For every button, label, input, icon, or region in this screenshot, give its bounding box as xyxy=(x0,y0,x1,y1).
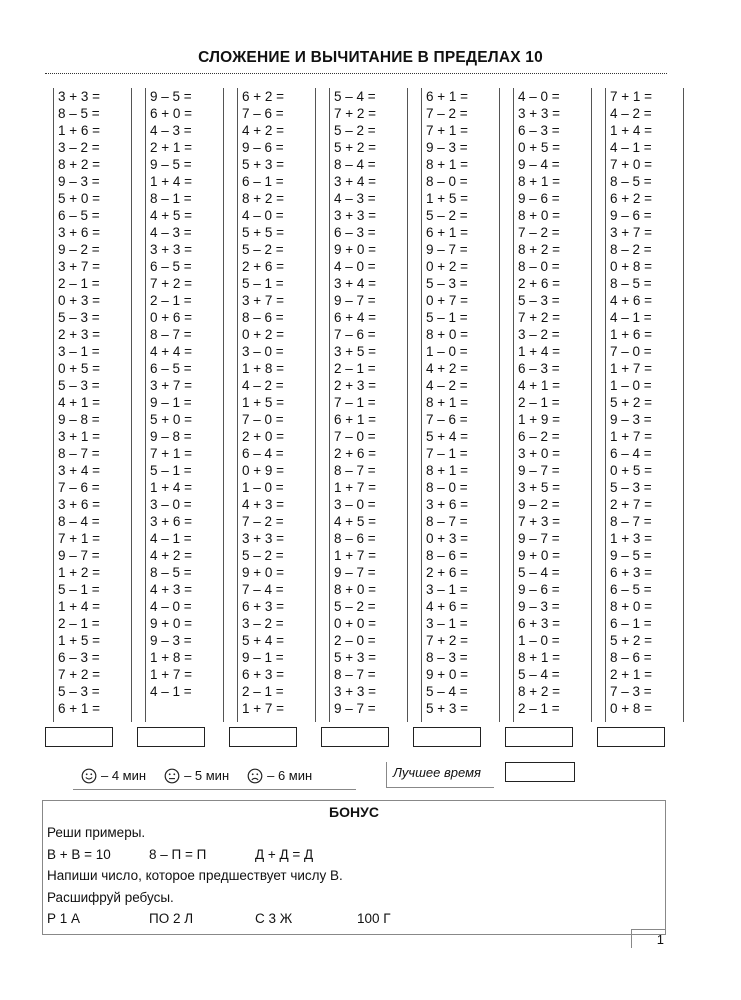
exercise-item: 9 – 5 = xyxy=(610,548,652,563)
exercise-item: 2 – 1 = xyxy=(242,684,284,699)
exercise-item: 8 – 7 = xyxy=(334,667,376,682)
answer-box-7[interactable] xyxy=(597,727,665,747)
exercise-item: 9 – 7 = xyxy=(334,293,376,308)
exercise-item: 7 + 3 = xyxy=(518,514,561,529)
exercise-item: 5 + 2 = xyxy=(334,140,377,155)
exercise-item: 4 – 1 = xyxy=(610,140,652,155)
exercise-item: 4 + 3 = xyxy=(242,497,285,512)
best-time-box[interactable] xyxy=(505,762,575,782)
exercise-item: 5 + 2 = xyxy=(610,633,653,648)
exercise-column-2 xyxy=(145,88,224,722)
bonus-instruction-2: Напиши число, которое предшествует числу В. xyxy=(47,868,343,883)
exercise-item: 3 – 0 = xyxy=(150,497,192,512)
exercise-item: 9 – 1 = xyxy=(150,395,192,410)
exercise-item: 9 – 1 = xyxy=(242,650,284,665)
exercise-item: 3 + 6 = xyxy=(58,497,101,512)
exercise-item: 2 + 6 = xyxy=(426,565,469,580)
exercise-item: 3 – 1 = xyxy=(426,616,468,631)
exercise-item: 8 – 1 = xyxy=(150,191,192,206)
exercise-item: 6 – 4 = xyxy=(242,446,284,461)
exercise-item: 7 – 3 = xyxy=(610,684,652,699)
exercise-item: 0 + 0 = xyxy=(334,616,377,631)
exercise-item: 9 – 6 = xyxy=(242,140,284,155)
exercise-item: 5 – 2 = xyxy=(242,242,284,257)
exercise-item: 2 – 0 = xyxy=(334,633,376,648)
exercise-column-5 xyxy=(421,88,500,722)
exercise-item: 4 + 5 = xyxy=(150,208,193,223)
exercise-item: 9 – 4 = xyxy=(518,157,560,172)
exercise-item: 0 + 5 = xyxy=(610,463,653,478)
exercise-item: 8 – 3 = xyxy=(426,650,468,665)
page-number: 1 xyxy=(631,929,666,948)
answer-box-5[interactable] xyxy=(413,727,481,747)
exercise-item: 7 + 2 = xyxy=(426,633,469,648)
exercise-item: 1 + 4 = xyxy=(150,174,193,189)
exercise-item: 1 + 7 = xyxy=(610,361,653,376)
exercise-item: 4 – 2 = xyxy=(242,378,284,393)
exercise-column-4 xyxy=(329,88,408,722)
exercise-item: 2 – 1 = xyxy=(518,701,560,716)
exercise-item: 1 + 4 = xyxy=(58,599,101,614)
exercise-item: 7 – 2 = xyxy=(518,225,560,240)
timing-slow-label: – 6 мин xyxy=(267,768,313,783)
exercise-item: 7 – 0 = xyxy=(242,412,284,427)
exercise-item: 5 – 2 = xyxy=(334,123,376,138)
exercise-item: 5 + 3 = xyxy=(334,650,377,665)
exercise-item: 5 – 3 = xyxy=(58,684,100,699)
exercise-item: 8 – 7 = xyxy=(426,514,468,529)
best-time-label: Лучшее время xyxy=(386,762,494,788)
answer-box-3[interactable] xyxy=(229,727,297,747)
bonus-instruction-3: Расшифруй ребусы. xyxy=(47,890,174,905)
exercise-item: 5 – 3 = xyxy=(426,276,468,291)
exercise-item: 9 + 0 = xyxy=(518,548,561,563)
exercise-item: 1 – 0 = xyxy=(518,633,560,648)
exercise-item: 9 – 7 = xyxy=(334,565,376,580)
exercise-item: 5 – 1 = xyxy=(426,310,468,325)
exercise-item: 6 – 1 = xyxy=(610,616,652,631)
exercise-item: 3 + 0 = xyxy=(518,446,561,461)
exercise-item: 6 + 1 = xyxy=(426,225,469,240)
exercise-item: 0 + 8 = xyxy=(610,259,653,274)
exercise-item: 8 – 6 = xyxy=(242,310,284,325)
exercise-item: 9 – 8 = xyxy=(150,429,192,444)
exercise-item: 0 + 7 = xyxy=(426,293,469,308)
exercise-item: 8 + 2 = xyxy=(58,157,101,172)
exercise-item: 5 – 2 = xyxy=(242,548,284,563)
exercise-item: 7 – 6 = xyxy=(242,106,284,121)
exercise-column-3 xyxy=(237,88,316,722)
exercise-item: 8 + 2 = xyxy=(242,191,285,206)
exercise-item: 6 – 3 = xyxy=(518,123,560,138)
exercise-item: 8 + 1 = xyxy=(518,650,561,665)
exercise-item: 6 – 2 = xyxy=(518,429,560,444)
exercise-item: 1 + 4 = xyxy=(610,123,653,138)
exercise-item: 2 + 6 = xyxy=(242,259,285,274)
exercise-item: 1 + 8 = xyxy=(150,650,193,665)
exercise-item: 9 – 7 = xyxy=(518,463,560,478)
exercise-item: 1 + 3 = xyxy=(610,531,653,546)
exercise-item: 2 – 1 = xyxy=(58,276,100,291)
exercise-item: 9 – 8 = xyxy=(58,412,100,427)
exercise-item: 6 + 3 = xyxy=(610,565,653,580)
exercise-item: 7 – 2 = xyxy=(426,106,468,121)
exercise-item: 0 + 5 = xyxy=(518,140,561,155)
exercise-item: 4 – 0 = xyxy=(518,89,560,104)
exercise-item: 8 – 4 = xyxy=(58,514,100,529)
exercise-item: 3 + 4 = xyxy=(58,463,101,478)
answer-box-4[interactable] xyxy=(321,727,389,747)
exercise-item: 7 + 1 = xyxy=(150,446,193,461)
exercise-item: 1 – 0 = xyxy=(242,480,284,495)
exercise-item: 0 + 3 = xyxy=(426,531,469,546)
timing-medium-label: – 5 мин xyxy=(184,768,230,783)
exercise-item: 0 + 8 = xyxy=(610,701,653,716)
exercise-item: 8 + 0 = xyxy=(426,327,469,342)
timing-fast-label: – 4 мин xyxy=(101,768,147,783)
exercise-item: 6 + 2 = xyxy=(242,89,285,104)
exercise-item: 0 + 2 = xyxy=(242,327,285,342)
exercise-item: 8 + 0 = xyxy=(610,599,653,614)
exercise-item: 8 – 5 = xyxy=(150,565,192,580)
exercise-item: 3 + 3 = xyxy=(150,242,193,257)
exercise-item: 3 – 2 = xyxy=(58,140,100,155)
exercise-item: 2 + 0 = xyxy=(242,429,285,444)
exercise-item: 9 – 2 = xyxy=(58,242,100,257)
exercise-item: 6 + 1 = xyxy=(334,412,377,427)
exercise-item: 9 – 7 = xyxy=(518,531,560,546)
exercise-item: 5 + 3 = xyxy=(426,701,469,716)
exercise-item: 6 + 3 = xyxy=(518,616,561,631)
exercise-item: 5 + 4 = xyxy=(242,633,285,648)
exercise-item: 8 – 7 = xyxy=(150,327,192,342)
exercise-item: 2 + 6 = xyxy=(518,276,561,291)
exercise-item: 6 – 4 = xyxy=(610,446,652,461)
exercise-item: 1 + 9 = xyxy=(518,412,561,427)
exercise-item: 1 + 8 = xyxy=(242,361,285,376)
exercise-item: 6 – 5 = xyxy=(610,582,652,597)
exercise-item: 7 – 1 = xyxy=(426,446,468,461)
exercise-item: 1 + 7 = xyxy=(242,701,285,716)
exercise-item: 5 – 1 = xyxy=(150,463,192,478)
bonus-section xyxy=(42,800,666,935)
exercise-item: 3 + 3 = xyxy=(334,208,377,223)
exercise-item: 5 – 3 = xyxy=(610,480,652,495)
exercise-item: 9 – 3 = xyxy=(426,140,468,155)
exercise-item: 9 – 3 = xyxy=(58,174,100,189)
exercise-item: 8 – 5 = xyxy=(610,174,652,189)
exercise-item: 1 + 5 = xyxy=(242,395,285,410)
exercise-item: 9 – 7 = xyxy=(426,242,468,257)
exercise-item: 5 – 1 = xyxy=(242,276,284,291)
exercise-item: 8 – 0 = xyxy=(426,480,468,495)
exercise-item: 9 – 5 = xyxy=(150,89,192,104)
exercise-item: 5 + 3 = xyxy=(242,157,285,172)
exercise-item: 6 + 3 = xyxy=(242,667,285,682)
exercise-column-1 xyxy=(53,88,132,722)
exercise-item: 2 – 1 = xyxy=(518,395,560,410)
smile-face-icon xyxy=(81,768,97,784)
exercise-item: 3 – 0 = xyxy=(242,344,284,359)
title-divider xyxy=(45,73,667,74)
exercise-item: 1 – 0 = xyxy=(610,378,652,393)
exercise-item: 7 + 2 = xyxy=(150,276,193,291)
timing-legend xyxy=(73,763,356,790)
exercise-item: 7 + 2 = xyxy=(334,106,377,121)
exercise-item: 6 – 3 = xyxy=(58,650,100,665)
exercise-item: 7 – 1 = xyxy=(334,395,376,410)
exercise-item: 3 – 2 = xyxy=(242,616,284,631)
exercise-item: 8 – 6 = xyxy=(610,650,652,665)
exercise-item: 8 + 2 = xyxy=(518,684,561,699)
exercise-item: 8 – 7 = xyxy=(58,446,100,461)
exercise-item: 2 – 1 = xyxy=(150,293,192,308)
exercise-item: 4 + 3 = xyxy=(150,582,193,597)
exercise-item: 7 + 0 = xyxy=(610,157,653,172)
bonus-instruction-1: Реши примеры. xyxy=(47,825,146,840)
exercise-item: 5 – 2 = xyxy=(426,208,468,223)
exercise-item: 1 + 5 = xyxy=(426,191,469,206)
exercise-item: 3 + 3 = xyxy=(518,106,561,121)
exercise-item: 6 – 3 = xyxy=(518,361,560,376)
exercise-item: 5 + 0 = xyxy=(58,191,101,206)
exercise-item: 6 + 1 = xyxy=(426,89,469,104)
exercise-item: 0 + 9 = xyxy=(242,463,285,478)
exercise-item: 8 + 1 = xyxy=(426,463,469,478)
exercise-item: 2 + 3 = xyxy=(58,327,101,342)
exercise-item: 4 + 2 = xyxy=(426,361,469,376)
exercise-item: 1 + 6 = xyxy=(58,123,101,138)
exercise-item: 8 + 1 = xyxy=(518,174,561,189)
exercise-item: 7 – 6 = xyxy=(58,480,100,495)
exercise-item: 7 – 0 = xyxy=(334,429,376,444)
exercise-item: 3 + 3 = xyxy=(242,531,285,546)
exercise-item: 5 + 5 = xyxy=(242,225,285,240)
exercise-item: 4 + 4 = xyxy=(150,344,193,359)
exercise-item: 3 + 6 = xyxy=(150,514,193,529)
exercise-item: 3 + 7 = xyxy=(58,259,101,274)
exercise-item: 5 + 2 = xyxy=(610,395,653,410)
exercise-item: 1 + 4 = xyxy=(150,480,193,495)
exercise-item: 0 + 3 = xyxy=(58,293,101,308)
exercise-item: 0 + 2 = xyxy=(426,259,469,274)
exercise-item: 8 + 1 = xyxy=(426,395,469,410)
exercise-item: 3 + 1 = xyxy=(58,429,101,444)
exercise-item: 6 + 4 = xyxy=(334,310,377,325)
exercise-item: 4 – 1 = xyxy=(150,684,192,699)
answer-box-6[interactable] xyxy=(505,727,573,747)
exercise-item: 1 + 7 = xyxy=(150,667,193,682)
exercise-item: 2 + 1 = xyxy=(610,667,653,682)
exercise-item: 5 + 0 = xyxy=(150,412,193,427)
exercise-item: 7 + 2 = xyxy=(58,667,101,682)
exercise-item: 7 – 0 = xyxy=(610,344,652,359)
timing-medium xyxy=(156,765,229,787)
exercise-item: 4 + 2 = xyxy=(242,123,285,138)
sad-face-icon xyxy=(247,768,263,784)
exercise-item: 4 – 3 = xyxy=(150,225,192,240)
exercise-item: 6 + 1 = xyxy=(58,701,101,716)
exercise-item: 5 – 1 = xyxy=(58,582,100,597)
exercise-item: 4 + 2 = xyxy=(150,548,193,563)
exercise-item: 1 + 7 = xyxy=(334,548,377,563)
exercise-item: 4 – 3 = xyxy=(150,123,192,138)
exercise-item: 9 – 7 = xyxy=(58,548,100,563)
exercise-column-6 xyxy=(513,88,592,722)
exercise-item: 1 + 4 = xyxy=(518,344,561,359)
exercise-item: 9 – 3 = xyxy=(150,633,192,648)
exercise-item: 2 – 1 = xyxy=(58,616,100,631)
exercise-item: 6 – 5 = xyxy=(150,361,192,376)
exercise-item: 1 + 5 = xyxy=(58,633,101,648)
exercise-item: 5 – 4 = xyxy=(334,89,376,104)
exercise-item: 6 + 0 = xyxy=(150,106,193,121)
bonus-eq-2: 8 – П = П xyxy=(149,847,207,862)
exercise-item: 1 + 7 = xyxy=(334,480,377,495)
exercise-item: 5 – 4 = xyxy=(426,684,468,699)
exercise-item: 8 – 7 = xyxy=(610,514,652,529)
exercise-item: 8 + 0 = xyxy=(518,208,561,223)
timing-slow xyxy=(239,765,312,787)
exercise-item: 3 + 6 = xyxy=(426,497,469,512)
bonus-title: БОНУС xyxy=(329,804,379,820)
exercise-item: 3 + 7 = xyxy=(150,378,193,393)
exercise-item: 3 + 3 = xyxy=(334,684,377,699)
exercise-item: 7 + 2 = xyxy=(518,310,561,325)
exercise-item: 8 – 5 = xyxy=(610,276,652,291)
exercise-item: 7 + 1 = xyxy=(610,89,653,104)
exercise-item: 9 – 6 = xyxy=(610,208,652,223)
exercise-item: 9 + 0 = xyxy=(242,565,285,580)
exercise-item: 9 – 6 = xyxy=(518,582,560,597)
exercise-item: 9 + 0 = xyxy=(334,242,377,257)
exercise-item: 7 – 6 = xyxy=(426,412,468,427)
exercise-item: 5 – 3 = xyxy=(58,378,100,393)
bonus-rebus-2: ПО 2 Л xyxy=(149,911,194,926)
exercise-item: 4 – 3 = xyxy=(334,191,376,206)
exercise-item: 8 + 1 = xyxy=(426,157,469,172)
answer-box-1[interactable] xyxy=(45,727,113,747)
exercise-item: 0 + 6 = xyxy=(150,310,193,325)
exercise-item: 4 – 2 = xyxy=(610,106,652,121)
exercise-item: 4 – 1 = xyxy=(150,531,192,546)
exercise-item: 3 – 1 = xyxy=(426,582,468,597)
exercise-item: 5 – 2 = xyxy=(334,599,376,614)
exercise-item: 6 + 2 = xyxy=(610,191,653,206)
exercise-item: 5 – 4 = xyxy=(518,667,560,682)
exercise-item: 4 – 0 = xyxy=(150,599,192,614)
exercise-item: 8 – 2 = xyxy=(610,242,652,257)
exercise-item: 4 + 1 = xyxy=(58,395,101,410)
exercise-item: 4 + 6 = xyxy=(426,599,469,614)
exercise-item: 4 – 0 = xyxy=(334,259,376,274)
exercise-item: 7 + 1 = xyxy=(58,531,101,546)
exercise-item: 3 + 4 = xyxy=(334,276,377,291)
exercise-item: 9 – 3 = xyxy=(518,599,560,614)
exercise-item: 3 – 0 = xyxy=(334,497,376,512)
exercise-item: 2 + 1 = xyxy=(150,140,193,155)
exercise-item: 8 – 0 = xyxy=(518,259,560,274)
exercise-item: 1 + 2 = xyxy=(58,565,101,580)
exercise-item: 3 – 2 = xyxy=(518,327,560,342)
exercise-item: 7 – 2 = xyxy=(242,514,284,529)
exercise-item: 9 – 6 = xyxy=(518,191,560,206)
exercise-item: 8 – 6 = xyxy=(334,531,376,546)
exercise-item: 8 – 4 = xyxy=(334,157,376,172)
answer-box-2[interactable] xyxy=(137,727,205,747)
exercise-item: 8 – 7 = xyxy=(334,463,376,478)
exercise-item: 6 – 1 = xyxy=(242,174,284,189)
exercise-item: 2 + 3 = xyxy=(334,378,377,393)
exercise-item: 8 + 2 = xyxy=(518,242,561,257)
timing-fast xyxy=(73,765,146,787)
exercise-item: 6 – 3 = xyxy=(334,225,376,240)
exercise-item: 3 + 5 = xyxy=(518,480,561,495)
exercise-item: 3 + 7 = xyxy=(610,225,653,240)
exercise-item: 6 + 3 = xyxy=(242,599,285,614)
exercise-item: 9 + 0 = xyxy=(150,616,193,631)
exercise-item: 9 + 0 = xyxy=(426,667,469,682)
bonus-rebus-4: 100 Г xyxy=(357,911,391,926)
exercise-item: 3 + 4 = xyxy=(334,174,377,189)
exercise-item: 4 – 2 = xyxy=(426,378,468,393)
exercise-item: 9 – 5 = xyxy=(150,157,192,172)
exercise-item: 5 – 3 = xyxy=(518,293,560,308)
exercise-item: 7 + 1 = xyxy=(426,123,469,138)
exercise-item: 1 + 7 = xyxy=(610,429,653,444)
exercise-item: 3 + 5 = xyxy=(334,344,377,359)
exercise-item: 4 – 1 = xyxy=(610,310,652,325)
exercise-item: 6 – 5 = xyxy=(150,259,192,274)
bonus-rebus-1: Р 1 А xyxy=(47,911,81,926)
exercise-column-7 xyxy=(605,88,684,722)
exercise-item: 4 – 0 = xyxy=(242,208,284,223)
exercise-item: 8 – 5 = xyxy=(58,106,100,121)
exercise-item: 2 + 7 = xyxy=(610,497,653,512)
exercise-item: 8 + 0 = xyxy=(334,582,377,597)
exercise-item: 9 – 2 = xyxy=(518,497,560,512)
exercise-item: 5 – 4 = xyxy=(518,565,560,580)
exercise-item: 6 – 5 = xyxy=(58,208,100,223)
exercise-item: 7 – 6 = xyxy=(334,327,376,342)
exercise-item: 3 + 7 = xyxy=(242,293,285,308)
exercise-item: 1 – 0 = xyxy=(426,344,468,359)
exercise-item: 9 – 3 = xyxy=(610,412,652,427)
exercise-item: 0 + 5 = xyxy=(58,361,101,376)
bonus-eq-1: В + В = 10 xyxy=(47,847,111,862)
exercise-item: 5 + 4 = xyxy=(426,429,469,444)
exercise-item: 3 – 1 = xyxy=(58,344,100,359)
bonus-eq-3: Д + Д = Д xyxy=(255,847,314,862)
exercise-item: 5 – 3 = xyxy=(58,310,100,325)
exercise-item: 2 – 1 = xyxy=(334,361,376,376)
exercise-item: 8 – 0 = xyxy=(426,174,468,189)
neutral-face-icon xyxy=(164,768,180,784)
page-title: СЛОЖЕНИЕ И ВЫЧИТАНИЕ В ПРЕДЕЛАХ 10 xyxy=(198,49,543,66)
exercise-item: 4 + 5 = xyxy=(334,514,377,529)
exercise-item: 3 + 6 = xyxy=(58,225,101,240)
exercise-item: 3 + 3 = xyxy=(58,89,101,104)
exercise-item: 2 + 6 = xyxy=(334,446,377,461)
exercise-item: 1 + 6 = xyxy=(610,327,653,342)
exercise-item: 4 + 1 = xyxy=(518,378,561,393)
bonus-rebus-3: С 3 Ж xyxy=(255,911,293,926)
exercise-item: 8 – 6 = xyxy=(426,548,468,563)
exercise-item: 7 – 4 = xyxy=(242,582,284,597)
exercise-item: 9 – 7 = xyxy=(334,701,376,716)
exercise-item: 4 + 6 = xyxy=(610,293,653,308)
